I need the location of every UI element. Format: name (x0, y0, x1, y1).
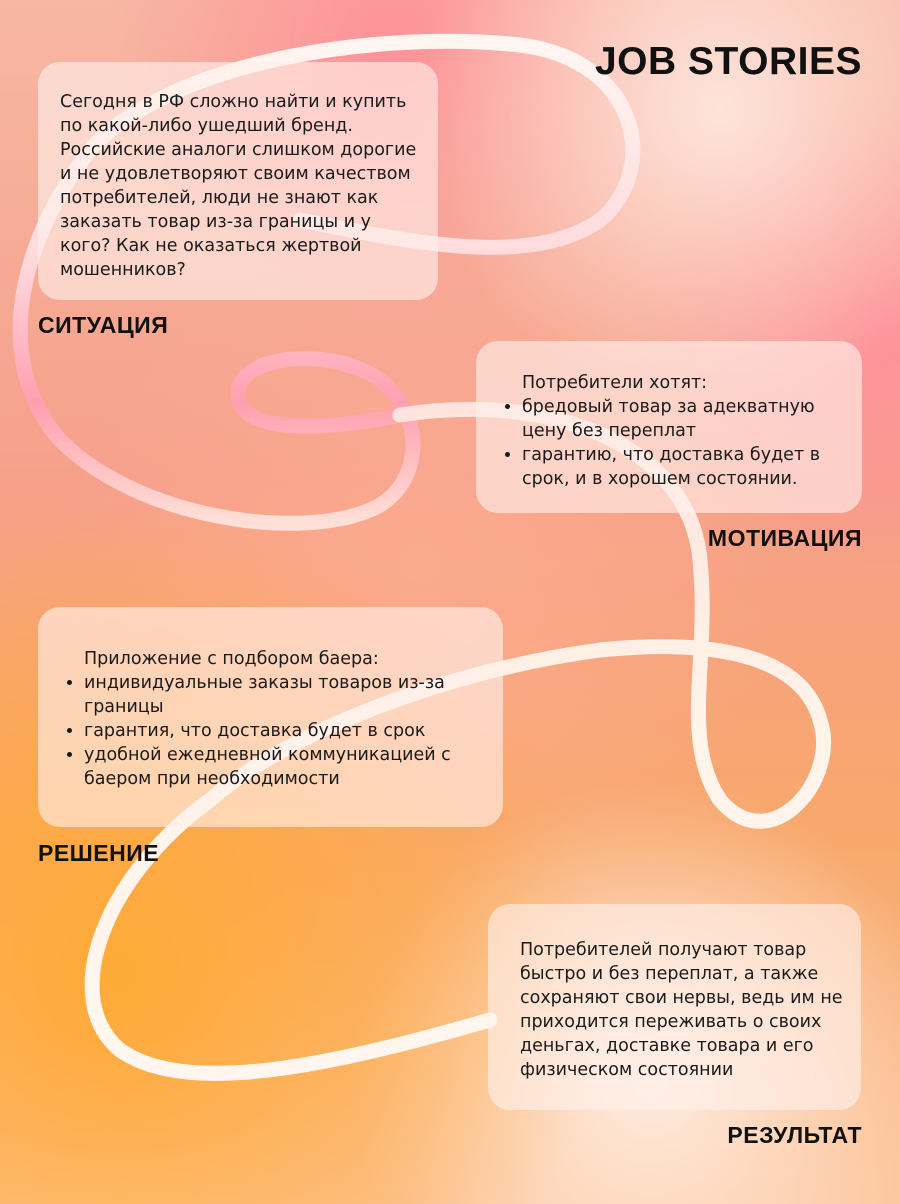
motivation-bullet: • гарантию, что доставка будет в срок, и в хорошем состоянии. (522, 443, 846, 491)
solution-list (62, 671, 489, 791)
motivation-bullet: • бредовый товар за адекватную цену без переплат (522, 395, 846, 443)
motivation-heading: МОТИВАЦИЯ (707, 525, 862, 551)
result-heading: РЕЗУЛЬТАТ (727, 1122, 862, 1148)
situation-text: Сегодня в РФ сложно найти и купить по какой-либо ушедший бренд. Российские аналоги слишком дорогие и не удовлетворяют своим качеством потребителей, люди не знают как заказать товар из-за границы и у кого? Как не оказаться жертвой мошенников? (60, 92, 417, 280)
motivation-lead: Потребители хотят: (522, 373, 708, 393)
situation-heading: СИТУАЦИЯ (38, 312, 169, 338)
result-text: Потребителей получают товар быстро и без переплат, а также сохраняют свои нервы, ведь им не приходится переживать о своих деньгах, доставке товара и его физическом состоянии (520, 940, 843, 1080)
result-card (488, 904, 861, 1110)
solution-heading: РЕШЕНИЕ (38, 840, 160, 866)
situation-card (38, 62, 438, 300)
motivation-list (500, 395, 846, 491)
solution-bullet: • удобной ежедневной коммуникацией с баером при необходимости (84, 743, 489, 791)
solution-lead: Приложение с подбором баера: (84, 649, 379, 669)
solution-card (38, 607, 503, 827)
solution-bullet: • гарантия, что доставка будет в срок (84, 719, 489, 743)
motivation-card (476, 341, 862, 513)
page-title: JOB STORIES (594, 40, 862, 83)
solution-bullet: • индивидуальные заказы товаров из-за границы (84, 671, 489, 719)
